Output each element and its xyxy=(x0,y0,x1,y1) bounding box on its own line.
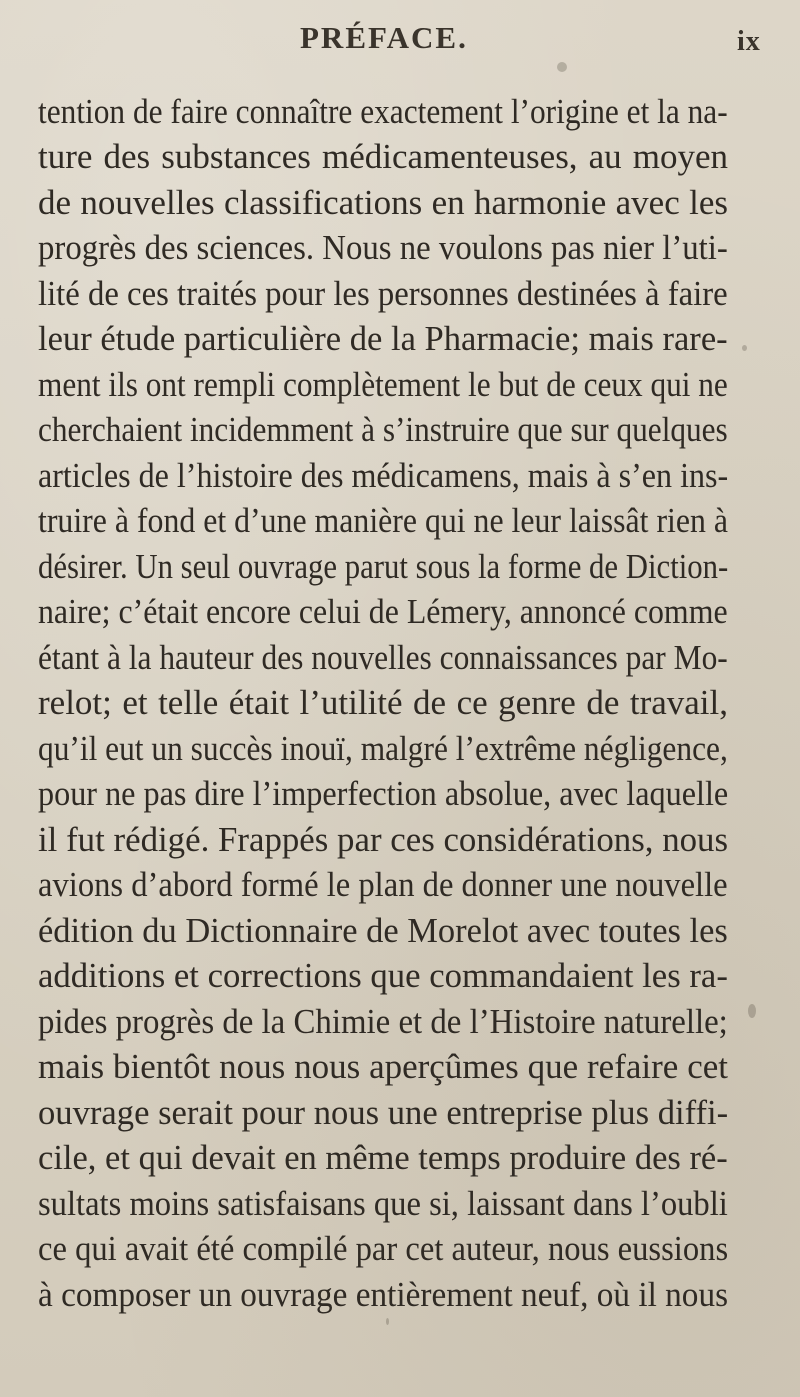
text-line: cile, et qui devait en même temps produire des ré- xyxy=(38,1138,728,1177)
text-line: ouvrage serait pour nous une entreprise plus diffi- xyxy=(38,1093,729,1132)
text-line: truire à fond et d’une manière qui ne leur laissât rien à xyxy=(38,501,729,540)
text-line: sultats moins satisfaisans que si, laissant dans l’oubli xyxy=(38,1184,728,1223)
ink-speck xyxy=(557,62,567,72)
text-line: naire; c’était encore celui de Lémery, annoncé comme xyxy=(38,592,728,631)
text-line: désirer. Un seul ouvrage parut sous la forme de Diction- xyxy=(38,547,729,586)
text-line: à composer un ouvrage entièrement neuf, où il nous xyxy=(38,1275,729,1314)
ink-speck xyxy=(386,1318,389,1325)
text-line: mais bientôt nous nous aperçûmes que refaire cet xyxy=(38,1047,728,1086)
ink-speck xyxy=(742,345,747,351)
text-line: ment ils ont rempli complètement le but de ceux qui ne xyxy=(38,365,728,404)
text-line: additions et corrections que commandaient les ra- xyxy=(38,956,728,995)
text-line: édition du Dictionnaire de Morelot avec toutes les xyxy=(38,911,728,950)
page-number: ix xyxy=(737,26,761,57)
text-line: progrès des sciences. Nous ne voulons pas nier l’uti- xyxy=(38,228,728,267)
text-line: de nouvelles classifications en harmonie avec les xyxy=(38,183,728,222)
text-line: leur étude particulière de la Pharmacie; mais rare- xyxy=(38,319,728,358)
text-line: lité de ces traités pour les personnes destinées à faire xyxy=(38,274,728,313)
text-line: ture des substances médicamenteuses, au moyen xyxy=(38,137,728,176)
text-line: étant à la hauteur des nouvelles connaissances par Mo- xyxy=(38,638,728,677)
text-line: tention de faire connaître exactement l’origine et la na- xyxy=(38,92,728,131)
text-line: relot; et telle était l’utilité de ce genre de travail, xyxy=(38,683,728,722)
text-line: il fut rédigé. Frappés par ces considérations, nous xyxy=(38,820,729,859)
text-line: cherchaient incidemment à s’instruire que sur quelques xyxy=(38,410,728,449)
text-line: ce qui avait été compilé par cet auteur, nous eussions xyxy=(38,1229,729,1268)
text-line: avions d’abord formé le plan de donner une nouvelle xyxy=(38,865,728,904)
running-title: PRÉFACE. xyxy=(300,20,468,55)
text-line: pour ne pas dire l’imperfection absolue, avec laquelle xyxy=(38,774,729,813)
ink-speck xyxy=(748,1004,756,1018)
text-line: pides progrès de la Chimie et de l’Histoire naturelle; xyxy=(38,1002,728,1041)
text-line: articles de l’histoire des médicamens, mais à s’en ins- xyxy=(38,456,729,495)
text-line: qu’il eut un succès inouï, malgré l’extrême négligence, xyxy=(38,729,728,768)
running-head xyxy=(0,20,800,70)
